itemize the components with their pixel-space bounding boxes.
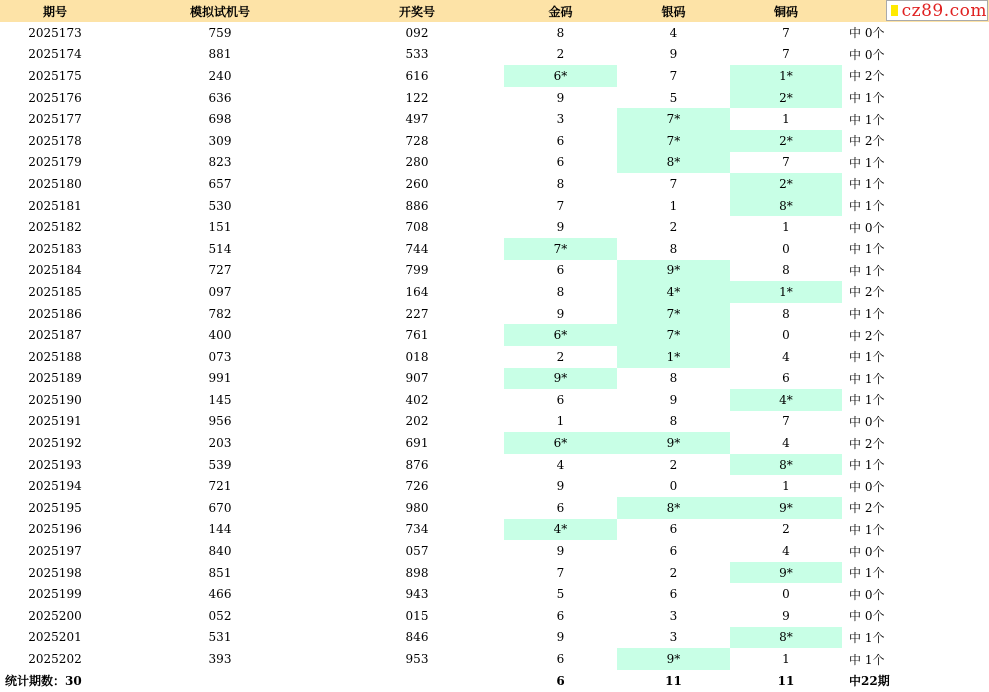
draw-number-cell: 744 [405, 241, 429, 256]
result-cell: 中 0个 [849, 414, 885, 429]
issue-cell: 2025202 [28, 652, 82, 667]
table-body [0, 22, 989, 670]
draw-number-cell: 092 [405, 25, 429, 40]
copper-code-cell: 7 [782, 25, 790, 40]
header-sim-number: 模拟试机号 [110, 0, 330, 22]
copper-code-cell: 6 [782, 371, 790, 386]
draw-number-cell: 726 [405, 479, 429, 494]
sim-number-cell: 097 [208, 284, 232, 299]
gold-code-cell: 8 [556, 176, 565, 191]
draw-number-cell: 953 [405, 652, 429, 667]
sim-number-cell: 657 [208, 176, 232, 191]
gold-code-cell: 4* [504, 519, 617, 541]
silver-code-cell: 0 [669, 479, 678, 494]
draw-number-cell: 886 [405, 198, 429, 213]
silver-code-cell: 8 [669, 241, 678, 256]
draw-number-cell: 728 [405, 133, 429, 148]
copper-code-cell: 1* [730, 281, 842, 303]
draw-number-cell: 898 [405, 565, 429, 580]
draw-number-cell: 907 [405, 371, 429, 386]
issue-cell: 2025194 [28, 479, 82, 494]
table-row [0, 562, 989, 584]
table-row [0, 173, 989, 195]
result-cell: 中 2个 [849, 501, 885, 516]
footer-copper-total: 11 [777, 673, 795, 688]
draw-number-cell: 708 [405, 220, 429, 235]
sim-number-cell: 727 [208, 263, 232, 278]
issue-cell: 2025199 [28, 587, 82, 602]
footer-gold-total: 6 [556, 673, 565, 688]
gold-code-cell: 3 [556, 112, 565, 127]
copper-code-cell: 9* [730, 497, 842, 519]
table-row [0, 108, 989, 130]
header-issue: 期号 [0, 0, 110, 22]
sim-number-cell: 823 [208, 155, 232, 170]
table-row [0, 648, 989, 670]
table-row [0, 605, 989, 627]
logo-square-icon [891, 5, 898, 16]
table-row [0, 87, 989, 109]
draw-number-cell: 497 [405, 112, 429, 127]
gold-code-cell: 5 [556, 587, 565, 602]
sim-number-cell: 203 [208, 436, 232, 451]
copper-code-cell: 1 [782, 112, 790, 127]
sim-number-cell: 393 [208, 652, 232, 667]
table-row [0, 475, 989, 497]
result-cell: 中 2个 [849, 285, 885, 300]
draw-number-cell: 616 [405, 68, 429, 83]
header-silver-code: 银码 [617, 0, 730, 22]
result-cell: 中 1个 [849, 652, 885, 667]
gold-code-cell: 6 [556, 608, 565, 623]
silver-code-cell: 4 [669, 25, 678, 40]
issue-cell: 2025187 [28, 328, 82, 343]
gold-code-cell: 8 [556, 25, 565, 40]
result-cell: 中 1个 [849, 630, 885, 645]
result-cell: 中 1个 [849, 177, 885, 192]
sim-number-cell: 400 [208, 328, 232, 343]
table-row [0, 152, 989, 174]
sim-number-cell: 309 [208, 133, 232, 148]
issue-cell: 2025182 [28, 220, 82, 235]
result-cell: 中 1个 [849, 112, 885, 127]
site-logo[interactable] [886, 0, 988, 21]
copper-code-cell: 9* [730, 562, 842, 584]
sim-number-cell: 840 [208, 544, 232, 559]
result-cell: 中 0个 [849, 26, 885, 41]
silver-code-cell: 7 [669, 68, 678, 83]
result-cell: 中 1个 [849, 242, 885, 257]
issue-cell: 2025174 [28, 47, 82, 62]
silver-code-cell: 7* [617, 130, 730, 152]
copper-code-cell: 2* [730, 87, 842, 109]
draw-number-cell: 846 [405, 630, 429, 645]
result-cell: 中 0个 [849, 479, 885, 494]
silver-code-cell: 9* [617, 648, 730, 670]
header-copper-code: 铜码 [730, 0, 842, 22]
silver-code-cell: 9* [617, 260, 730, 282]
issue-cell: 2025183 [28, 241, 82, 256]
footer-row [0, 670, 989, 692]
result-cell: 中 2个 [849, 328, 885, 343]
sim-number-cell: 991 [208, 371, 232, 386]
issue-cell: 2025200 [28, 608, 82, 623]
result-cell: 中 1个 [849, 566, 885, 581]
copper-code-cell: 4* [730, 389, 842, 411]
issue-cell: 2025186 [28, 306, 82, 321]
sim-number-cell: 466 [208, 587, 232, 602]
gold-code-cell: 9 [556, 630, 565, 645]
copper-code-cell: 4 [782, 436, 790, 451]
table-row [0, 238, 989, 260]
issue-cell: 2025196 [28, 522, 82, 537]
gold-code-cell: 2 [556, 47, 565, 62]
draw-number-cell: 799 [405, 263, 429, 278]
gold-code-cell: 7 [556, 565, 565, 580]
gold-code-cell: 6 [556, 263, 565, 278]
footer-hit-total: 中22期 [849, 674, 890, 689]
result-cell: 中 1个 [849, 522, 885, 537]
draw-number-cell: 876 [405, 457, 429, 472]
sim-number-cell: 670 [208, 500, 232, 515]
silver-code-cell: 6 [669, 587, 678, 602]
draw-number-cell: 402 [405, 392, 429, 407]
silver-code-cell: 8* [617, 497, 730, 519]
table-row [0, 65, 989, 87]
gold-code-cell: 6* [504, 432, 617, 454]
silver-code-cell: 1 [669, 198, 678, 213]
copper-code-cell: 7 [782, 414, 790, 429]
copper-code-cell: 0 [782, 328, 790, 343]
sim-number-cell: 851 [208, 565, 232, 580]
sim-number-cell: 956 [208, 414, 232, 429]
sim-number-cell: 531 [208, 630, 232, 645]
gold-code-cell: 7 [556, 198, 565, 213]
draw-number-cell: 057 [405, 544, 429, 559]
draw-number-cell: 122 [405, 90, 429, 105]
issue-cell: 2025180 [28, 176, 82, 191]
silver-code-cell: 8 [669, 371, 678, 386]
footer-period-count: 统计期数：30 [5, 674, 82, 689]
copper-code-cell: 2 [782, 522, 790, 537]
silver-code-cell: 8* [617, 152, 730, 174]
result-cell: 中 2个 [849, 134, 885, 149]
copper-code-cell: 1 [782, 479, 790, 494]
sim-number-cell: 151 [208, 220, 232, 235]
gold-code-cell: 6 [556, 500, 565, 515]
gold-code-cell: 6 [556, 133, 565, 148]
result-cell: 中 1个 [849, 155, 885, 170]
table-row [0, 627, 989, 649]
gold-code-cell: 6 [556, 392, 565, 407]
silver-code-cell: 5 [669, 90, 678, 105]
result-cell: 中 1个 [849, 263, 885, 278]
table-row [0, 540, 989, 562]
table-row [0, 22, 989, 44]
result-cell: 中 0个 [849, 609, 885, 624]
silver-code-cell: 3 [669, 608, 678, 623]
gold-code-cell: 6* [504, 324, 617, 346]
issue-cell: 2025197 [28, 544, 82, 559]
copper-code-cell: 8* [730, 195, 842, 217]
gold-code-cell: 6* [504, 65, 617, 87]
result-cell: 中 2个 [849, 436, 885, 451]
draw-number-cell: 943 [405, 587, 429, 602]
sim-number-cell: 240 [208, 68, 232, 83]
table-row [0, 195, 989, 217]
issue-cell: 2025176 [28, 90, 82, 105]
issue-cell: 2025178 [28, 133, 82, 148]
gold-code-cell: 9 [556, 544, 565, 559]
table-row [0, 432, 989, 454]
draw-number-cell: 691 [405, 436, 429, 451]
table-row [0, 368, 989, 390]
copper-code-cell: 7 [782, 155, 790, 170]
silver-code-cell: 6 [669, 522, 678, 537]
result-cell: 中 1个 [849, 199, 885, 214]
issue-cell: 2025173 [28, 25, 82, 40]
copper-code-cell: 8 [782, 263, 790, 278]
silver-code-cell: 7* [617, 303, 730, 325]
issue-cell: 2025193 [28, 457, 82, 472]
draw-number-cell: 980 [405, 500, 429, 515]
result-cell: 中 1个 [849, 307, 885, 322]
draw-number-cell: 533 [405, 47, 429, 62]
copper-code-cell: 4 [782, 544, 790, 559]
gold-code-cell: 9* [504, 368, 617, 390]
header-row [0, 0, 989, 22]
sim-number-cell: 145 [208, 392, 232, 407]
table-row [0, 260, 989, 282]
gold-code-cell: 6 [556, 652, 565, 667]
gold-code-cell: 6 [556, 155, 565, 170]
draw-number-cell: 734 [405, 522, 429, 537]
issue-cell: 2025191 [28, 414, 82, 429]
sim-number-cell: 052 [208, 608, 232, 623]
sim-number-cell: 698 [208, 112, 232, 127]
issue-cell: 2025198 [28, 565, 82, 580]
silver-code-cell: 6 [669, 544, 678, 559]
table-row [0, 454, 989, 476]
gold-code-cell: 4 [556, 457, 565, 472]
copper-code-cell: 1 [782, 652, 790, 667]
silver-code-cell: 1* [617, 346, 730, 368]
silver-code-cell: 9* [617, 432, 730, 454]
copper-code-cell: 2* [730, 130, 842, 152]
silver-code-cell: 2 [669, 565, 678, 580]
silver-code-cell: 4* [617, 281, 730, 303]
issue-cell: 2025185 [28, 284, 82, 299]
draw-number-cell: 015 [405, 608, 429, 623]
copper-code-cell: 4 [782, 349, 790, 364]
silver-code-cell: 7* [617, 108, 730, 130]
result-cell: 中 0个 [849, 220, 885, 235]
table-row [0, 411, 989, 433]
sim-number-cell: 514 [208, 241, 232, 256]
copper-code-cell: 8 [782, 306, 790, 321]
copper-code-cell: 8* [730, 627, 842, 649]
issue-cell: 2025184 [28, 263, 82, 278]
result-cell: 中 1个 [849, 91, 885, 106]
issue-cell: 2025201 [28, 630, 82, 645]
header-draw-number: 开奖号 [330, 0, 504, 22]
footer-silver-total: 11 [665, 673, 682, 688]
table-row [0, 324, 989, 346]
copper-code-cell: 8* [730, 454, 842, 476]
table-row [0, 346, 989, 368]
issue-cell: 2025179 [28, 155, 82, 170]
sim-number-cell: 539 [208, 457, 232, 472]
sim-number-cell: 721 [208, 479, 232, 494]
table-row [0, 583, 989, 605]
silver-code-cell: 2 [669, 220, 678, 235]
gold-code-cell: 8 [556, 284, 565, 299]
result-cell: 中 1个 [849, 393, 885, 408]
draw-number-cell: 202 [405, 414, 429, 429]
sim-number-cell: 073 [208, 349, 232, 364]
issue-cell: 2025192 [28, 436, 82, 451]
result-cell: 中 1个 [849, 350, 885, 365]
table-row [0, 519, 989, 541]
result-cell: 中 1个 [849, 371, 885, 386]
gold-code-cell: 9 [556, 90, 565, 105]
gold-code-cell: 9 [556, 479, 565, 494]
table-row [0, 44, 989, 66]
sim-number-cell: 782 [208, 306, 232, 321]
silver-code-cell: 7 [669, 176, 678, 191]
copper-code-cell: 7 [782, 47, 790, 62]
copper-code-cell: 9 [782, 608, 790, 623]
result-cell: 中 0个 [849, 544, 885, 559]
sim-number-cell: 881 [208, 47, 232, 62]
draw-number-cell: 227 [405, 306, 429, 321]
table-row [0, 389, 989, 411]
issue-cell: 2025190 [28, 392, 82, 407]
silver-code-cell: 2 [669, 457, 678, 472]
copper-code-cell: 1 [782, 220, 790, 235]
gold-code-cell: 2 [556, 349, 565, 364]
draw-number-cell: 280 [405, 155, 429, 170]
silver-code-cell: 8 [669, 414, 678, 429]
table-row [0, 216, 989, 238]
silver-code-cell: 9 [669, 392, 678, 407]
copper-code-cell: 1* [730, 65, 842, 87]
gold-code-cell: 1 [556, 414, 565, 429]
sim-number-cell: 759 [208, 25, 232, 40]
logo-text: cz89.com [901, 0, 987, 21]
silver-code-cell: 9 [669, 47, 678, 62]
result-cell: 中 2个 [849, 69, 885, 84]
gold-code-cell: 9 [556, 220, 565, 235]
draw-number-cell: 761 [405, 328, 429, 343]
issue-cell: 2025189 [28, 371, 82, 386]
issue-cell: 2025188 [28, 349, 82, 364]
draw-number-cell: 018 [405, 349, 429, 364]
result-cell: 中 1个 [849, 458, 885, 473]
issue-cell: 2025177 [28, 112, 82, 127]
table-row [0, 281, 989, 303]
sim-number-cell: 144 [208, 522, 232, 537]
gold-code-cell: 7* [504, 238, 617, 260]
result-cell: 中 0个 [849, 47, 885, 62]
result-cell: 中 0个 [849, 587, 885, 602]
issue-cell: 2025175 [28, 68, 82, 83]
gold-code-cell: 9 [556, 306, 565, 321]
draw-number-cell: 260 [405, 176, 429, 191]
issue-cell: 2025181 [28, 198, 82, 213]
silver-code-cell: 7* [617, 324, 730, 346]
issue-cell: 2025195 [28, 500, 82, 515]
table-row [0, 130, 989, 152]
copper-code-cell: 0 [782, 241, 790, 256]
table-row [0, 497, 989, 519]
sim-number-cell: 636 [208, 90, 232, 105]
header-gold-code: 金码 [504, 0, 617, 22]
table-row [0, 303, 989, 325]
sim-number-cell: 530 [208, 198, 232, 213]
silver-code-cell: 3 [669, 630, 678, 645]
copper-code-cell: 2* [730, 173, 842, 195]
draw-number-cell: 164 [405, 284, 429, 299]
copper-code-cell: 0 [782, 587, 790, 602]
